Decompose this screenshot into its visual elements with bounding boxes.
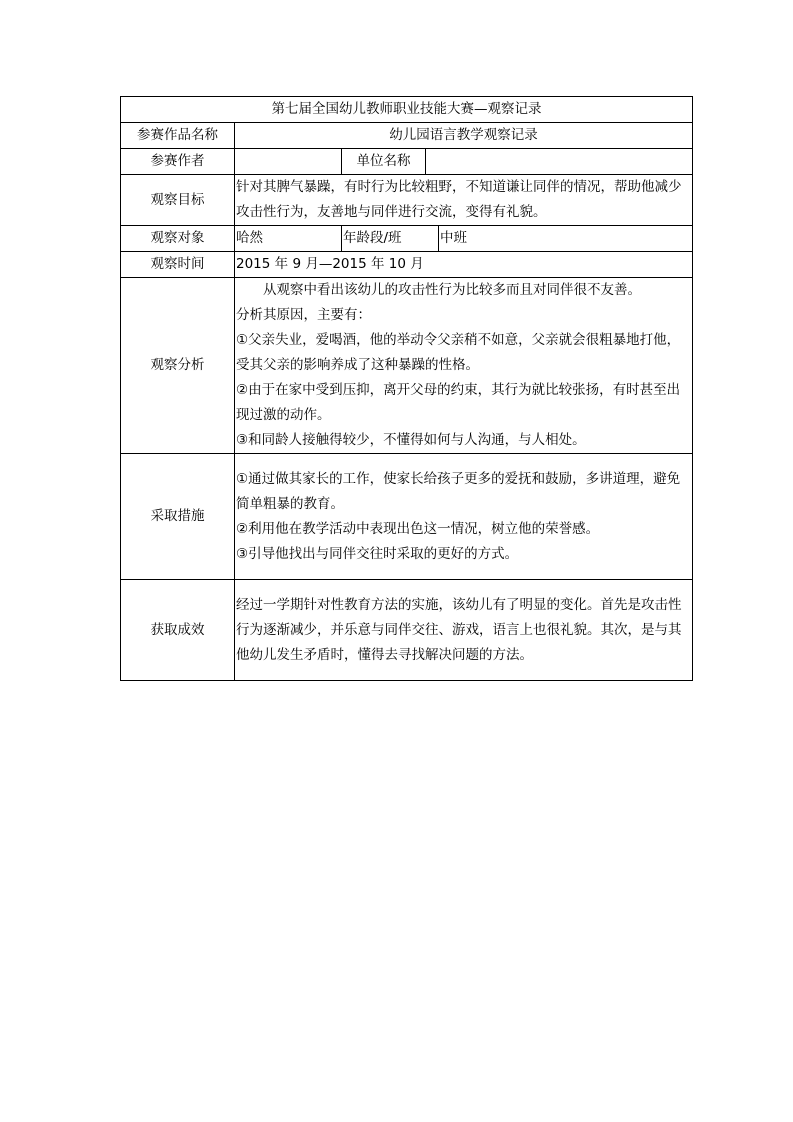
measures-text	[235, 454, 693, 580]
target-row	[121, 226, 693, 252]
analysis-paragraph: ③和同龄人接触得较少，不懂得如何与人沟通，与人相处。	[236, 432, 586, 448]
time-label: 观察时间	[121, 252, 235, 278]
result-row	[121, 580, 693, 681]
analysis-paragraph: ②由于在家中受到压抑，离开父母的约束，其行为就比较张扬，有时甚至出现过激的动作。	[236, 382, 681, 423]
author-label: 参赛作者	[121, 149, 235, 175]
grade-value: 中班	[439, 226, 693, 252]
measures-paragraph: ②利用他在教学活动中表现出色这一情况，树立他的荣誉感。	[236, 520, 600, 537]
analysis-paragraph: 从观察中看出该幼儿的攻击性行为比较多而且对同伴很不友善。	[263, 282, 641, 298]
author-value	[235, 149, 342, 175]
author-row	[121, 149, 693, 175]
record-title: 第七届全国幼儿教师职业技能大赛—观察记录	[121, 97, 693, 123]
result-paragraph: 经过一学期针对性教育方法的实施，该幼儿有了明显的变化。首先是攻击性行为逐渐减少，并乐意与同伴交往、游戏，语言上也很礼貌。其次，是与其他幼儿发生矛盾时，懂得去寻找解决问题的方法。	[236, 596, 682, 663]
measures-label: 采取措施	[121, 454, 235, 580]
target-label: 观察对象	[121, 226, 235, 252]
time-value: 2015 年 9 月—2015 年 10 月	[235, 252, 693, 278]
observation-record-table	[120, 96, 693, 681]
result-label: 获取成效	[121, 580, 235, 681]
measures-paragraph: ①通过做其家长的工作，使家长给孩子更多的爱抚和鼓励，多讲道理，避免简单粗暴的教育。	[236, 470, 681, 512]
goal-row	[121, 175, 693, 226]
goal-paragraph: 针对其脾气暴躁，有时行为比较粗野，不知道谦让同伴的情况，帮助他减少攻击性行为，友善地与同伴进行交流，变得有礼貌。	[236, 179, 682, 220]
analysis-paragraph: ①父亲失业，爱喝酒，他的举动令父亲稍不如意，父亲就会很粗暴地打他，受其父亲的影响养成了这种暴躁的性格。	[236, 332, 681, 373]
target-value: 哈然	[235, 226, 342, 252]
analysis-row	[121, 278, 693, 454]
result-text	[235, 580, 693, 681]
work-name-value: 幼儿园语言教学观察记录	[235, 123, 693, 149]
measures-paragraph: ③引导他找出与同伴交往时采取的更好的方式。	[236, 545, 519, 562]
analysis-paragraph: 分析其原因，主要有：	[236, 307, 371, 323]
grade-label: 年龄段/班	[342, 226, 439, 252]
analysis-label: 观察分析	[121, 278, 235, 454]
goal-text	[235, 175, 693, 226]
time-row	[121, 252, 693, 278]
work-name-row	[121, 123, 693, 149]
measures-row	[121, 454, 693, 580]
goal-label: 观察目标	[121, 175, 235, 226]
analysis-text	[235, 278, 693, 454]
title-row	[121, 97, 693, 123]
unit-name-value	[426, 149, 693, 175]
unit-name-label: 单位名称	[342, 149, 426, 175]
work-name-label: 参赛作品名称	[121, 123, 235, 149]
